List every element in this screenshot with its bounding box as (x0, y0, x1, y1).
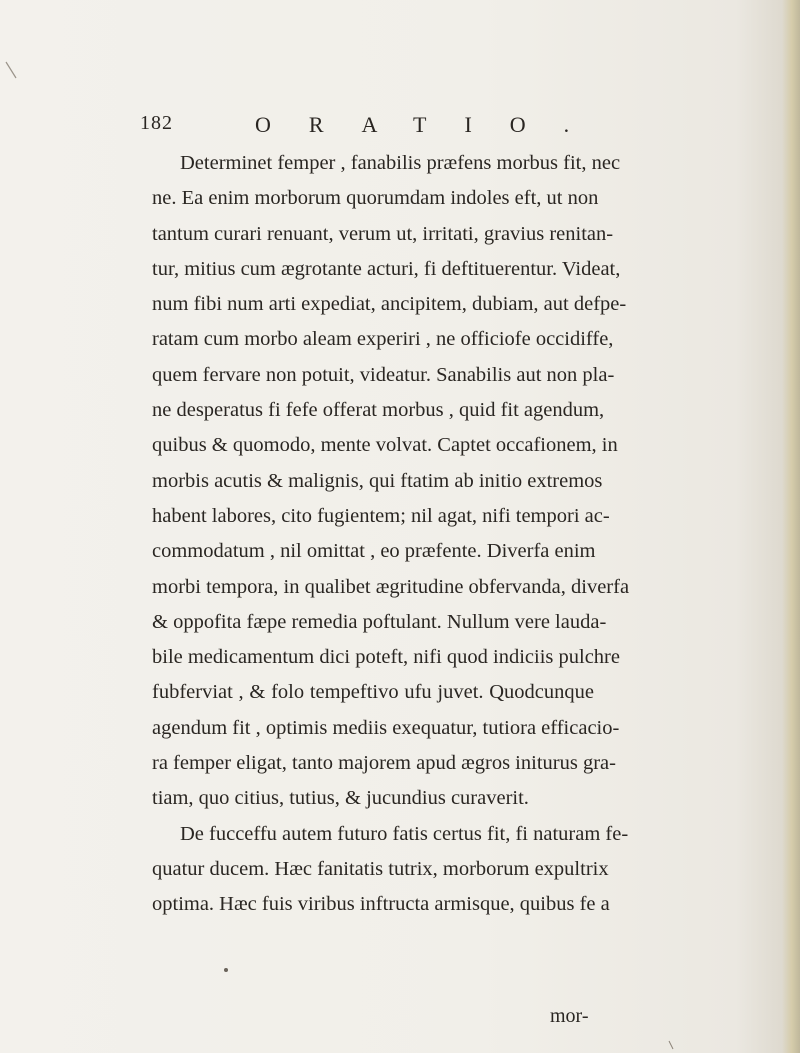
page-number: 182 (140, 112, 173, 134)
running-title: ORATIO. (255, 112, 608, 137)
text-line: De fucceffu autem futuro fatis certus fit, fi naturam fe- (180, 822, 629, 845)
text-line: & oppofita fæpe remedia poftulant. Nullum vere lauda- (152, 610, 607, 633)
page-header (140, 104, 608, 144)
text-line: ne desperatus fi fefe offerat morbus , quid fit agendum, (152, 399, 605, 422)
ink-speck (222, 966, 230, 974)
text-line: tantum curari renuant, verum ut, irritati, gravius renitan- (152, 222, 614, 245)
text-line: ne. Ea enim morborum quorumdam indoles eft, ut non (152, 187, 599, 210)
text-line: morbi tempora, in qualibet ægritudine obfervanda, diverfa (152, 575, 630, 598)
text-line: Determinet femper , fanabilis præfens morbus fit, nec (180, 152, 621, 174)
text-line: num fibi num arti expediat, ancipitem, dubiam, aut defpe- (152, 293, 627, 316)
text-line: morbis acutis & malignis, qui ftatim ab initio extremos (152, 469, 603, 492)
text-line: quem fervare non potuit, videatur. Sanabilis aut non pla- (152, 363, 615, 386)
text-line: ra femper eligat, tanto majorem apud ægros initurus gra- (152, 752, 616, 775)
text-line: habent labores, cito fugientem; nil agat, nifi tempori ac- (152, 504, 610, 527)
ink-speck (668, 1040, 674, 1050)
catchword: mor- (550, 1005, 589, 1027)
text-line: commodatum , nil omittat , eo præfente. Diverfa enim (152, 540, 596, 563)
text-line: optima. Hæc fuis viribus inftructa armisque, quibus fe a (152, 893, 610, 916)
text-line: ratam cum morbo aleam experiri , ne officiofe occidiffe, (152, 328, 614, 351)
page-edge-shadow (782, 0, 800, 1053)
text-line: quatur ducem. Hæc fanitatis tutrix, morborum expultrix (152, 857, 609, 880)
text-line: agendum fit , optimis mediis exequatur, tutiora efficacio- (152, 716, 620, 739)
page-mark (4, 60, 20, 82)
text-line: fubferviat , & folo tempeftivo ufu juvet. Quodcunque (152, 681, 594, 704)
text-line: tiam, quo citius, tutius, & jucundius curaverit. (152, 787, 529, 810)
text-line: bile medicamentum dici poteft, nifi quod indiciis pulchre (152, 646, 620, 669)
text-line: tur, mitius cum ægrotante acturi, fi deftituerentur. Videat, (152, 257, 621, 280)
text-line: quibus & quomodo, mente volvat. Captet occafionem, in (152, 434, 618, 457)
body-text (152, 146, 630, 923)
